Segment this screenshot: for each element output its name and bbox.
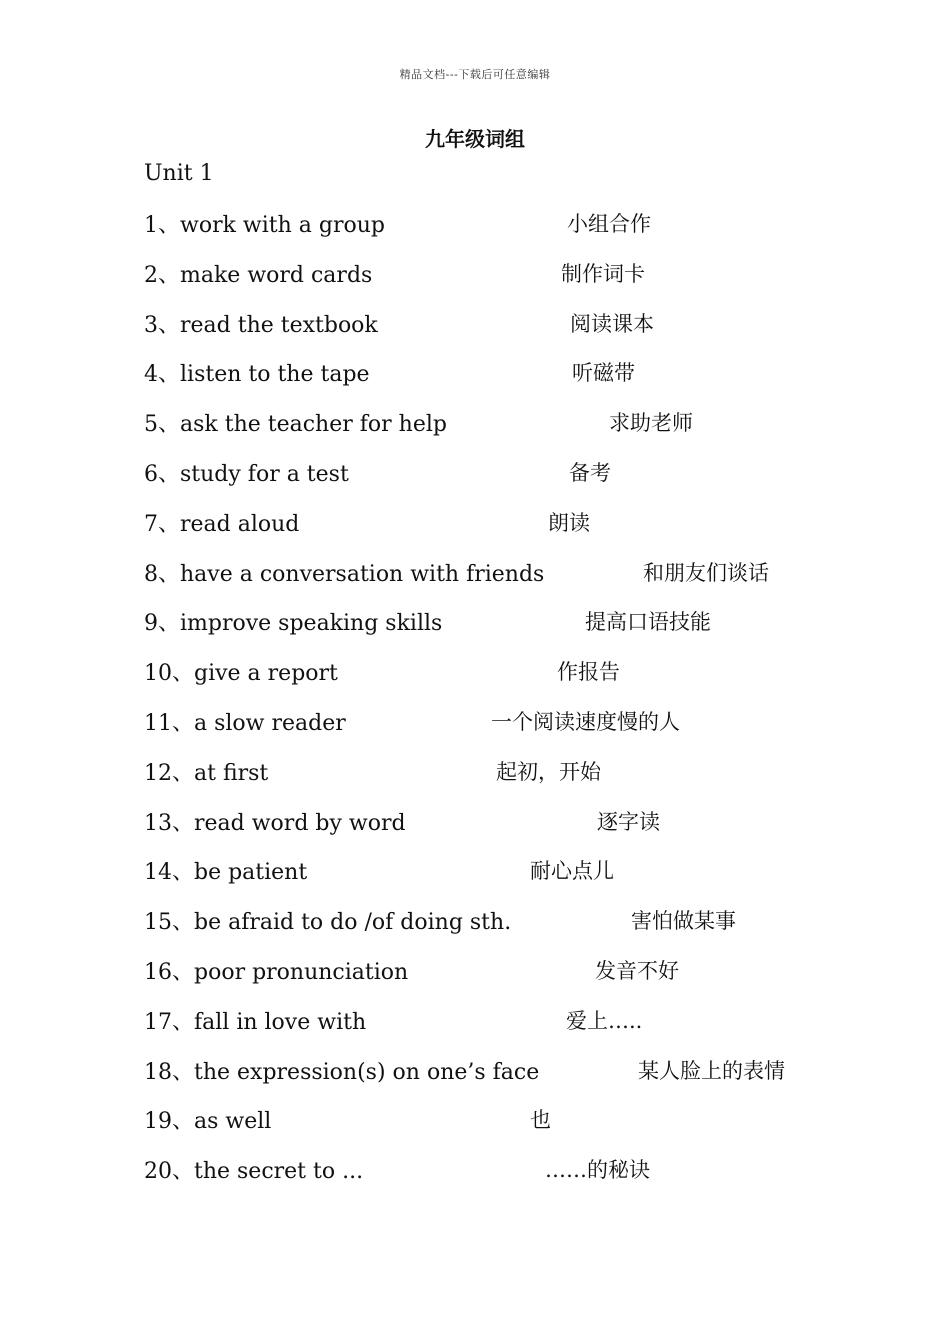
document-title: 九年级词组 (425, 127, 525, 151)
phrase-english: 12、at first (144, 760, 269, 786)
phrase-row (0, 806, 950, 856)
phrase-english: 6、study for a test (144, 461, 349, 487)
phrase-chinese: 小组合作 (567, 212, 651, 236)
phrase-chinese: 作报告 (557, 660, 620, 685)
phrase-english: 5、ask the teacher for help (144, 412, 447, 438)
phrase-row (0, 357, 950, 407)
phrase-row (0, 706, 950, 756)
phrase-row (0, 1154, 950, 1204)
phrase-chinese: 和朋友们谈话 (643, 560, 769, 585)
phrase-chinese: ……的秘诀 (545, 1158, 650, 1183)
phrase-chinese: 爱上….. (566, 1008, 643, 1033)
phrase-chinese: 阅读课本 (570, 311, 654, 336)
phrase-chinese: 起初，开始 (496, 759, 601, 784)
phrase-chinese: 朗读 (548, 510, 590, 535)
phrase-english: 9、improve speaking skills (144, 611, 443, 637)
phrase-row (0, 507, 950, 557)
phrase-english: 18、the expression(s) on one’s face (144, 1059, 540, 1085)
phrase-chinese: 制作词卡 (561, 261, 645, 286)
unit-heading: Unit 1 (144, 161, 214, 186)
phrase-chinese: 某人脸上的表情 (638, 1058, 785, 1083)
phrase-chinese: 耐心点儿 (530, 859, 614, 884)
phrase-row (0, 855, 950, 905)
page-header-note: 精品文档---下载后可任意编辑 (399, 68, 551, 81)
phrase-row (0, 1055, 950, 1105)
phrase-chinese: 害怕做某事 (631, 909, 736, 934)
phrase-english: 15、be afraid to do /of doing sth. (144, 910, 512, 936)
phrase-row (0, 955, 950, 1005)
phrase-chinese: 也 (530, 1108, 551, 1133)
phrase-english: 3、read the textbook (144, 312, 378, 338)
phrase-row (0, 656, 950, 706)
phrase-row (0, 308, 950, 358)
phrase-row (0, 258, 950, 308)
phrase-chinese: 听磁带 (572, 361, 635, 386)
phrase-english: 11、a slow reader (144, 710, 346, 736)
phrase-chinese: 求助老师 (609, 411, 693, 436)
phrase-row (0, 407, 950, 457)
phrase-english: 4、listen to the tape (144, 362, 370, 388)
phrase-row (0, 208, 950, 258)
phrase-chinese: 发音不好 (595, 958, 679, 983)
phrase-list (0, 208, 950, 1204)
phrase-row (0, 1005, 950, 1055)
phrase-chinese: 备考 (569, 460, 611, 485)
phrase-english: 14、be patient (144, 860, 308, 886)
phrase-row (0, 756, 950, 806)
phrase-english: 8、have a conversation with friends (144, 561, 545, 587)
phrase-row (0, 606, 950, 656)
phrase-english: 19、as well (144, 1109, 272, 1135)
phrase-row (0, 557, 950, 607)
phrase-english: 2、make word cards (144, 262, 373, 288)
phrase-row (0, 457, 950, 507)
phrase-chinese: 逐字读 (597, 809, 660, 834)
phrase-english: 10、give a report (144, 661, 338, 687)
phrase-chinese: 提高口语技能 (585, 610, 711, 635)
phrase-english: 16、poor pronunciation (144, 959, 409, 985)
phrase-english: 13、read word by word (144, 810, 406, 836)
phrase-english: 7、read aloud (144, 511, 300, 537)
phrase-row (0, 1104, 950, 1154)
phrase-chinese: 一个阅读速度慢的人 (491, 709, 680, 734)
phrase-english: 17、fall in love with (144, 1009, 367, 1035)
phrase-row (0, 905, 950, 955)
phrase-english: 1、work with a group (144, 213, 385, 238)
phrase-english: 20、the secret to ... (144, 1159, 364, 1185)
